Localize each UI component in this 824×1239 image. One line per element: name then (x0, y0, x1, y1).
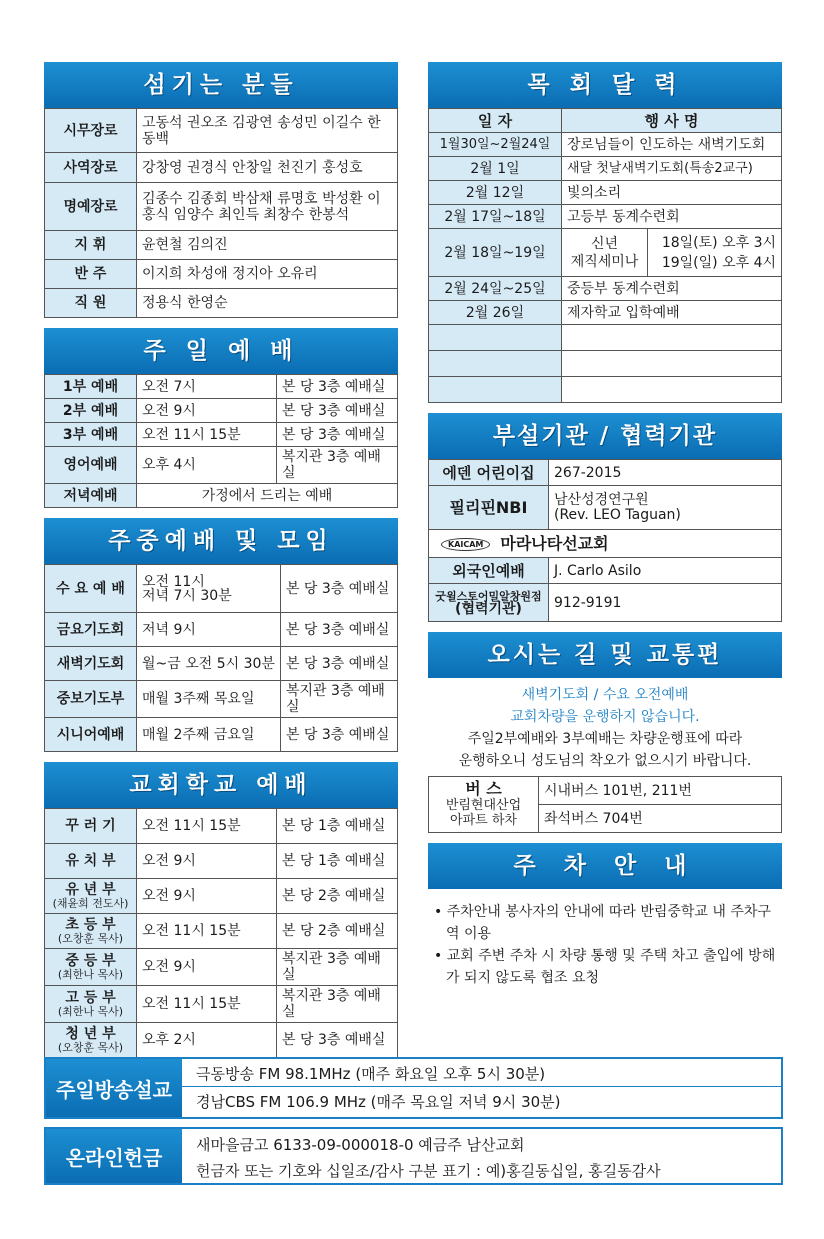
parking-title: 주 차 안 내 (428, 843, 782, 889)
event-date: 2월 17일~18일 (429, 205, 562, 229)
worship-label: 2부 예배 (45, 399, 137, 423)
school-table (44, 808, 398, 1058)
meeting-time: 월~금 오전 5시 30분 (137, 647, 281, 681)
meeting-place: 본 당 3층 예배실 (280, 718, 397, 752)
event-date: 1월30일~2월24일 (429, 133, 562, 157)
worship-time: 오전 7시 (137, 375, 277, 399)
school-place: 본 당 2층 예배실 (277, 914, 398, 949)
school-time: 오전 9시 (137, 844, 277, 879)
serving-label: 지 휘 (45, 231, 137, 260)
meeting-place: 본 당 3층 예배실 (280, 647, 397, 681)
meeting-label: 중보기도부 (45, 681, 137, 718)
school-place: 본 당 1층 예배실 (277, 809, 398, 844)
offering-line: 헌금자 또는 기호와 십일조/감사 구분 표기 : 예)홍길동십일, 홍길동감사 (196, 1162, 661, 1180)
bus-label: 버 스 (465, 779, 502, 798)
broadcast-line: 극동방송 FM 98.1MHz (매주 화요일 오후 5시 30분) (182, 1059, 781, 1087)
school-name: 고 등 부 (65, 990, 116, 1006)
partner-sub: (협력기관) (455, 600, 522, 617)
kaicam-name: 마라나타선교회 (500, 533, 609, 553)
bus-label-cell (429, 777, 539, 833)
serving-value: 이지희 차성애 정지아 오유리 (137, 260, 398, 289)
serving-section (44, 62, 398, 318)
school-section (44, 762, 398, 1058)
school-name: 유 년 부 (65, 882, 116, 898)
calendar-title: 목 회 달 력 (428, 62, 782, 108)
school-time: 오전 11시 15분 (137, 914, 277, 949)
school-label (45, 844, 137, 879)
worship-value: 가정에서 드리는 예배 (137, 484, 398, 508)
school-label (45, 809, 137, 844)
school-label (45, 986, 137, 1023)
meeting-time: 매월 3주째 목요일 (137, 681, 281, 718)
worship-place: 복지관 3층 예배실 (277, 447, 398, 484)
directions-notice (428, 678, 782, 776)
school-label (45, 949, 137, 986)
affiliate-value: J. Carlo Asilo (549, 558, 782, 584)
bus-city: 시내버스 101번, 211번 (539, 777, 782, 805)
bus-seat: 좌석버스 704번 (539, 805, 782, 833)
meeting-place: 복지관 3층 예배실 (280, 681, 397, 718)
school-place: 본 당 3층 예배실 (277, 1023, 398, 1058)
schedule-day1: 18일(토) 오후 3시 (661, 234, 776, 251)
calendar-table (428, 108, 782, 403)
meeting-place: 본 당 3층 예배실 (280, 613, 397, 647)
serving-title: 섬기는 분들 (44, 62, 398, 108)
affiliates-title: 부설기관 / 협력기관 (428, 413, 782, 459)
event-date: 2월 12일 (429, 181, 562, 205)
empty-event (562, 325, 782, 351)
school-label (45, 914, 137, 949)
empty-event (562, 351, 782, 377)
broadcast-label: 주일방송설교 (46, 1059, 182, 1117)
school-teacher: (최한나 목사) (57, 968, 124, 981)
event-date: 2월 1일 (429, 157, 562, 181)
event-date: 2월 18일~19일 (429, 229, 562, 277)
school-time: 오전 11시 15분 (137, 809, 277, 844)
worship-label: 영어예배 (45, 447, 137, 484)
event-name: 장로님들이 인도하는 새벽기도회 (562, 133, 782, 157)
worship-label: 1부 예배 (45, 375, 137, 399)
worship-place: 본 당 3층 예배실 (277, 423, 398, 447)
col-date-header: 일 자 (429, 109, 562, 133)
right-column (428, 62, 782, 999)
notice-line: 주일2부예배와 3부예배는 차량운행표에 따라 (467, 731, 743, 747)
event-name: 고등부 동계수련회 (562, 205, 782, 229)
kaicam-logo: KAICAM (441, 538, 490, 551)
empty-date (429, 325, 562, 351)
school-label (45, 879, 137, 914)
weekday-title: 주중예배 및 모임 (44, 518, 398, 564)
serving-label: 명예장로 (45, 183, 137, 231)
serving-value: 고동석 권오조 김광연 송성민 이길수 한동백 (137, 109, 398, 153)
school-name: 유 치 부 (65, 853, 116, 869)
school-name: 중 등 부 (65, 953, 116, 969)
serving-label: 시무장로 (45, 109, 137, 153)
event-schedule (648, 229, 782, 277)
serving-value: 정용식 한영순 (137, 289, 398, 318)
schedule-day2: 19일(일) 오후 4시 (661, 254, 776, 271)
school-time: 오후 2시 (137, 1023, 277, 1058)
directions-section (428, 632, 782, 833)
parking-section (428, 843, 782, 989)
school-time: 오전 11시 15분 (137, 986, 277, 1023)
bus-stop: 반림현대산업 아파트 하차 (445, 798, 522, 828)
serving-label: 사역장로 (45, 153, 137, 183)
sunday-table (44, 374, 398, 508)
serving-label: 직 원 (45, 289, 137, 318)
broadcast-line: 경남CBS FM 106.9 MHz (매주 목요일 저녁 9시 30분) (196, 1093, 561, 1111)
parking-item: • 주차안내 봉사자의 안내에 따라 반림중학교 내 주차구역 이용 (434, 904, 771, 942)
parking-item: • 교회 주변 주차 시 차량 통행 및 주택 차고 출입에 방해가 되지 않도록 협조 요청 (434, 948, 776, 986)
broadcast-box (44, 1057, 783, 1119)
school-time: 오전 9시 (137, 949, 277, 986)
parking-list (428, 889, 782, 989)
notice-line: 새벽기도회 / 수요 오전예배 (521, 687, 689, 703)
school-name: 청 년 부 (65, 1026, 116, 1042)
school-teacher: (오창훈 목사) (57, 932, 124, 945)
event-name: 제자학교 입학예배 (562, 301, 782, 325)
weekday-section (44, 518, 398, 752)
meeting-label: 금요기도회 (45, 613, 137, 647)
school-place: 복지관 3층 예배실 (277, 949, 398, 986)
notice-line: 운행하오니 성도님의 착오가 없으시기 바랍니다. (458, 753, 752, 769)
directions-title: 오시는 길 및 교통편 (428, 632, 782, 678)
meeting-label: 시니어예배 (45, 718, 137, 752)
offering-box (44, 1127, 783, 1185)
event-name: 중등부 동계수련회 (562, 277, 782, 301)
school-time: 오전 9시 (137, 879, 277, 914)
broadcast-content (182, 1059, 781, 1117)
meeting-place: 본 당 3층 예배실 (280, 565, 397, 613)
worship-time: 오전 11시 15분 (137, 423, 277, 447)
school-label (45, 1023, 137, 1058)
event-name: 새달 첫날새벽기도회(특송2교구) (562, 157, 782, 181)
event-date: 2월 24일~25일 (429, 277, 562, 301)
affiliate-value: 267-2015 (549, 460, 782, 486)
meeting-label: 새벽기도회 (45, 647, 137, 681)
empty-event (562, 377, 782, 403)
bus-table (428, 776, 782, 833)
left-column (44, 62, 398, 1068)
affiliate-label: 외국인예배 (429, 558, 549, 584)
calendar-section (428, 62, 782, 403)
empty-date (429, 351, 562, 377)
worship-time: 오전 9시 (137, 399, 277, 423)
worship-place: 본 당 3층 예배실 (277, 375, 398, 399)
school-teacher: (최한나 목사) (57, 1005, 124, 1018)
school-teacher: (채윤희 전도사) (52, 897, 129, 910)
serving-value: 강창영 권경식 안창일 천진기 홍성호 (137, 153, 398, 183)
col-event-header: 행 사 명 (562, 109, 782, 133)
serving-value: 김종수 김종회 박삼채 류명호 박성환 이홍식 임양수 최인득 최창수 한봉석 (137, 183, 398, 231)
meeting-time: 매월 2주째 금요일 (137, 718, 281, 752)
sunday-section (44, 328, 398, 508)
notice-line: 교회차량을 운행하지 않습니다. (510, 709, 700, 725)
worship-time: 오후 4시 (137, 447, 277, 484)
weekday-table (44, 564, 398, 752)
school-name: 꾸 러 기 (65, 818, 116, 834)
event-date: 2월 26일 (429, 301, 562, 325)
school-name: 초 등 부 (65, 917, 116, 933)
offering-line: 새마을금고 6133-09-000018-0 예금주 남산교회 (196, 1136, 525, 1154)
worship-label: 3부 예배 (45, 423, 137, 447)
affiliates-table (428, 459, 782, 622)
partner-name: 굿윌스토어밀알창원점 (435, 589, 542, 603)
meeting-time: 오전 11시 저녁 7시 30분 (137, 565, 281, 613)
school-place: 본 당 2층 예배실 (277, 879, 398, 914)
affiliate-value: 남산성경연구원 (Rev. LEO Taguan) (549, 486, 782, 530)
kaicam-row (429, 530, 782, 558)
affiliates-section (428, 413, 782, 622)
offering-content (182, 1129, 781, 1183)
affiliate-label (429, 584, 549, 622)
affiliate-label: 에덴 어린이집 (429, 460, 549, 486)
school-teacher: (오창훈 목사) (57, 1041, 124, 1054)
event-name: 신년 제직세미나 (562, 229, 648, 277)
serving-table (44, 108, 398, 318)
affiliate-value: 912-9191 (549, 584, 782, 622)
serving-label: 반 주 (45, 260, 137, 289)
affiliate-label: 필리핀NBI (429, 486, 549, 530)
worship-place: 본 당 3층 예배실 (277, 399, 398, 423)
meeting-time: 저녁 9시 (137, 613, 281, 647)
worship-label: 저녁예배 (45, 484, 137, 508)
sunday-title: 주 일 예 배 (44, 328, 398, 374)
event-name: 빛의소리 (562, 181, 782, 205)
school-place: 복지관 3층 예배실 (277, 986, 398, 1023)
school-title: 교회학교 예배 (44, 762, 398, 808)
offering-label: 온라인헌금 (46, 1129, 182, 1183)
empty-date (429, 377, 562, 403)
serving-value: 윤현철 김의진 (137, 231, 398, 260)
meeting-label: 수 요 예 배 (45, 565, 137, 613)
school-place: 본 당 1층 예배실 (277, 844, 398, 879)
